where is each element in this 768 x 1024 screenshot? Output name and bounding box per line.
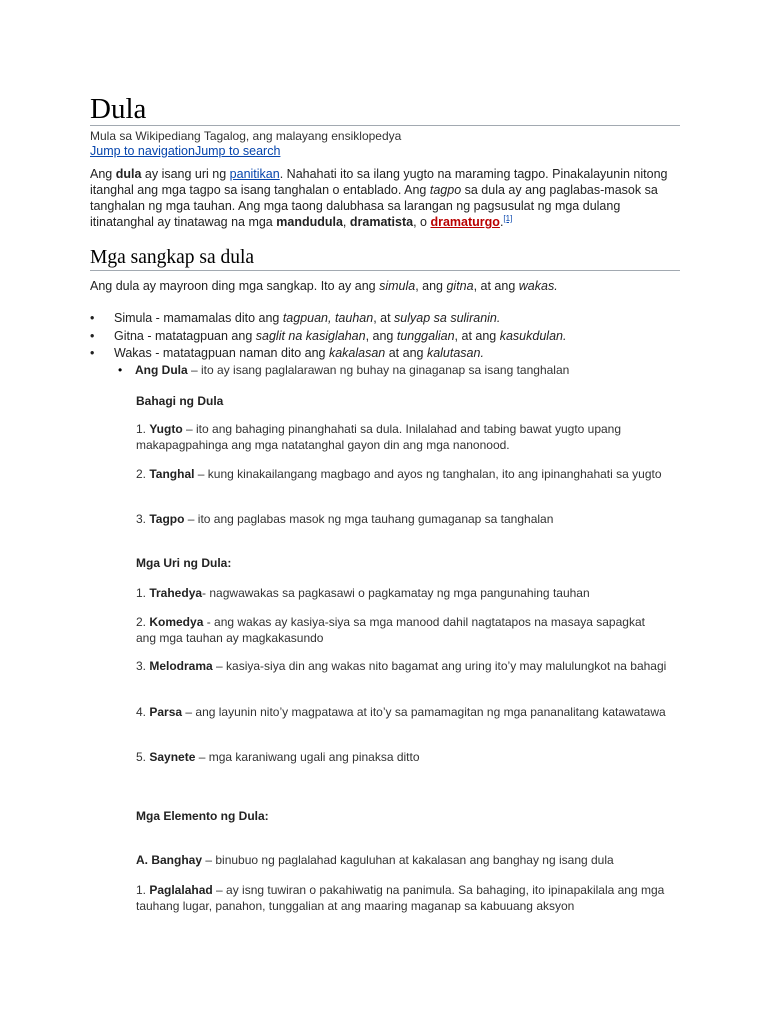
italic-simula: simula — [379, 279, 416, 293]
dramaturgo-link[interactable]: dramaturgo — [430, 215, 500, 229]
section-intro-paragraph — [90, 278, 558, 294]
item-term: Melodrama — [149, 659, 213, 673]
site-tagline: Mula sa Wikipediang Tagalog, ang malayang ensiklopedya — [90, 129, 402, 143]
list-item-ang-dula — [108, 362, 688, 378]
uri-item — [136, 705, 668, 721]
intro-text: . Nahahati ito sa ilang yugto na maraming tagpo. Pinakalayunin nitong itanghal ang mga tagpo sa isang tanghalan o entablado. Ang — [90, 167, 668, 197]
item-number: 2. — [136, 467, 150, 481]
item-definition: – kasiya-siya din ang wakas nito bagamat ang uring ito’y may malulungkot na bahagi — [212, 659, 667, 673]
intro-text: . — [499, 215, 504, 229]
list-item-text: , ang — [365, 328, 397, 343]
ang-dula-term: Ang Dula — [135, 363, 188, 377]
uri-item — [136, 750, 668, 766]
intro-bold-dramatista: dramatista — [349, 215, 414, 229]
item-term: Komedya — [149, 615, 204, 629]
uri-heading — [136, 556, 668, 572]
elemento-heading — [136, 809, 668, 825]
list-item-text: Gitna - matatagpuan ang — [114, 328, 256, 343]
bahagi-item — [136, 422, 668, 453]
item-number: 1. — [136, 422, 150, 436]
page-title: Dula — [90, 92, 680, 126]
list-item-italic: sulyap sa suliranin. — [394, 311, 501, 325]
section-intro-text: , at ang — [473, 279, 519, 293]
section-intro-text: Ang dula ay mayroon ding mga sangkap. Ito ay ang — [90, 279, 380, 293]
reference-1-link[interactable]: [1] — [503, 213, 513, 223]
nested-list — [108, 362, 688, 378]
list-item-text: Wakas - matatagpuan naman dito ang — [114, 346, 329, 360]
jump-links — [90, 144, 280, 159]
intro-text: Ang — [90, 167, 116, 181]
intro-bold-dula: dula — [115, 167, 142, 181]
item-number: 2. — [136, 615, 150, 629]
intro-bold-mandudula: mandudula — [276, 215, 343, 229]
bahagi-item — [136, 467, 668, 483]
jump-to-search-link[interactable]: Jump to search — [194, 144, 281, 158]
elemento-heading-text: Mga Elemento ng Dula: — [136, 809, 269, 823]
list-item-italic: saglit na kasiglahan — [255, 328, 366, 343]
intro-text: sa dula ay ang paglabas-masok sa tanghalan ng mga tauhan. Ang mga taong dalubhasa sa larangan ng pagsusulat ng mga dulang itinatanghal ay tinatawag na mga — [90, 183, 658, 229]
item-number: 3. — [136, 659, 150, 673]
list-item-simula — [90, 310, 566, 328]
item-term: Trahedya — [149, 586, 203, 600]
list-item-italic: kakalasan — [328, 346, 386, 360]
ang-dula-definition: – ito ay isang paglalarawan ng buhay na ginaganap sa isang tanghalan — [187, 363, 570, 377]
item-definition: – ang layunin nito’y magpatawa at ito’y sa pamamagitan ng mga pananalitang katawatawa — [182, 705, 666, 719]
jump-to-navigation-link[interactable]: Jump to navigation — [90, 144, 195, 158]
list-item-italic: tagpuan, tauhan — [282, 311, 374, 325]
sangkap-list — [90, 310, 566, 363]
item-number: 1. — [136, 883, 150, 897]
section-heading-sangkap: Mga sangkap sa dula — [90, 246, 680, 271]
bahagi-heading — [136, 394, 668, 410]
item-number: 1. — [136, 586, 150, 600]
item-term: Yugto — [149, 422, 183, 436]
list-item-text: at ang — [385, 346, 427, 360]
banghay-item — [136, 853, 668, 869]
intro-italic-tagpo: tagpo — [429, 183, 462, 197]
item-number: 3. — [136, 512, 150, 526]
uri-item — [136, 615, 668, 646]
uri-item — [136, 586, 668, 602]
uri-heading-text: Mga Uri ng Dula: — [136, 556, 232, 570]
list-item-italic: tunggalian — [396, 328, 455, 343]
italic-gitna: gitna — [446, 279, 474, 293]
item-definition: – kung kinakailangang magbago and ayos ng tanghalan, ito ang ipinanghahati sa yugto — [194, 467, 662, 481]
item-number: 5. — [136, 750, 150, 764]
item-definition: – binubuo ng paglalahad kaguluhan at kakalasan ang banghay ng isang dula — [202, 853, 614, 867]
item-term: A. Banghay — [136, 853, 203, 867]
item-definition: - ang wakas ay kasiya-siya sa mga manood dahil nagtatapos na masaya sapagkat ang mga tauhan ay magkakasundo — [136, 615, 645, 645]
item-definition: – ito ang paglabas masok ng mga tauhang gumaganap sa tanghalan — [184, 512, 554, 526]
panitikan-link[interactable]: panitikan — [229, 167, 280, 181]
item-definition: - nagwawakas sa pagkasawi o pagkamatay ng mga pangunahing tauhan — [202, 586, 590, 600]
bahagi-item — [136, 512, 668, 528]
item-term: Tanghal — [149, 467, 195, 481]
item-definition: – ay isng tuwiran o pakahiwatig na panimula. Sa bahaging, ito ipinapakilala ang mga tauhang lugar, panahon, tunggalian at ang maaring maganap sa kabuuang aksyon — [136, 883, 665, 913]
list-item-italic: kalutasan. — [426, 346, 484, 360]
item-term: Saynete — [149, 750, 196, 764]
intro-text: ay isang uri ng — [141, 167, 230, 181]
list-item-text: Simula - mamamalas dito ang — [114, 311, 283, 325]
list-item-wakas — [90, 345, 566, 363]
list-item-text: , at ang — [454, 328, 500, 343]
uri-item — [136, 659, 668, 675]
section-intro-text: , ang — [415, 279, 447, 293]
paglalahad-item — [136, 883, 668, 914]
list-item-italic: kasukdulan. — [499, 328, 567, 343]
intro-paragraph — [90, 166, 680, 230]
italic-wakas: wakas. — [518, 279, 558, 293]
intro-text: , — [342, 215, 350, 229]
item-definition: – mga karaniwang ugali ang pinaksa ditto — [195, 750, 420, 764]
item-term: Paglalahad — [149, 883, 213, 897]
item-number: 4. — [136, 705, 150, 719]
item-term: Tagpo — [149, 512, 185, 526]
intro-text: , o — [413, 215, 431, 229]
bahagi-heading-text: Bahagi ng Dula — [136, 394, 224, 408]
item-definition: – ito ang bahaging pinanghahati sa dula. Inilalahad and tabing bawat yugto upang makapagpahinga ang mga natatanghal gayon din ang mga nanonood. — [136, 422, 622, 452]
item-term: Parsa — [149, 705, 183, 719]
list-item-gitna — [90, 328, 566, 346]
list-item-text: , at — [373, 311, 395, 325]
